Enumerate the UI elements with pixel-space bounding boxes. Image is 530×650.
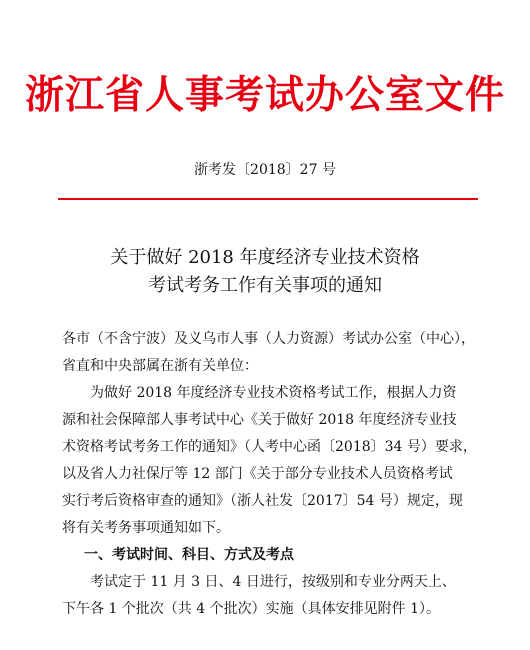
section-1-heading: 一、考试时间、科目、方式及考点 — [84, 547, 294, 563]
paragraph-2-line-2: 下午各 1 个批次（共 4 个批次）实施（具体安排见附件 1）。 — [62, 601, 440, 617]
paragraph-1-line-5: 实行考后资格审查的通知》（浙人社发〔2017〕54 号）规定，现 — [62, 493, 463, 509]
document-number: 浙考发〔2018〕27 号 — [194, 162, 336, 178]
paragraph-1-line-3: 术资格考试考务工作的通知》（人考中心函〔2018〕34 号）要求， — [62, 439, 477, 455]
header-divider — [58, 198, 478, 200]
paragraph-1-line-4: 以及省人力社保厅等 12 部门《关于部分专业技术人员资格考试 — [62, 466, 453, 482]
notice-title-line-1: 关于做好 2018 年度经济专业技术资格 — [110, 247, 420, 268]
notice-title — [0, 244, 530, 300]
paragraph-2-line-1: 考试定于 11 月 3 日、4 日进行，按级别和专业分两天上、 — [90, 574, 456, 590]
salutation-line-2: 省直和中央部属在浙有关单位： — [62, 358, 258, 374]
notice-title-line-2: 考试考务工作有关事项的通知 — [148, 275, 382, 296]
paragraph-1-line-2: 源和社会保障部人事考试中心《关于做好 2018 年度经济专业技 — [62, 412, 457, 428]
document-body — [62, 326, 482, 623]
paragraph-1-line-6: 将有关考务事项通知如下。 — [62, 520, 230, 536]
document-header-title: 浙江省人事考试办公室文件 — [24, 73, 505, 118]
paragraph-1-line-1: 为做好 2018 年度经济专业技术资格考试工作，根据人力资 — [90, 385, 457, 401]
salutation-line-1: 各市（不含宁波）及义乌市人事（人力资源）考试办公室（中心）， — [62, 331, 475, 347]
